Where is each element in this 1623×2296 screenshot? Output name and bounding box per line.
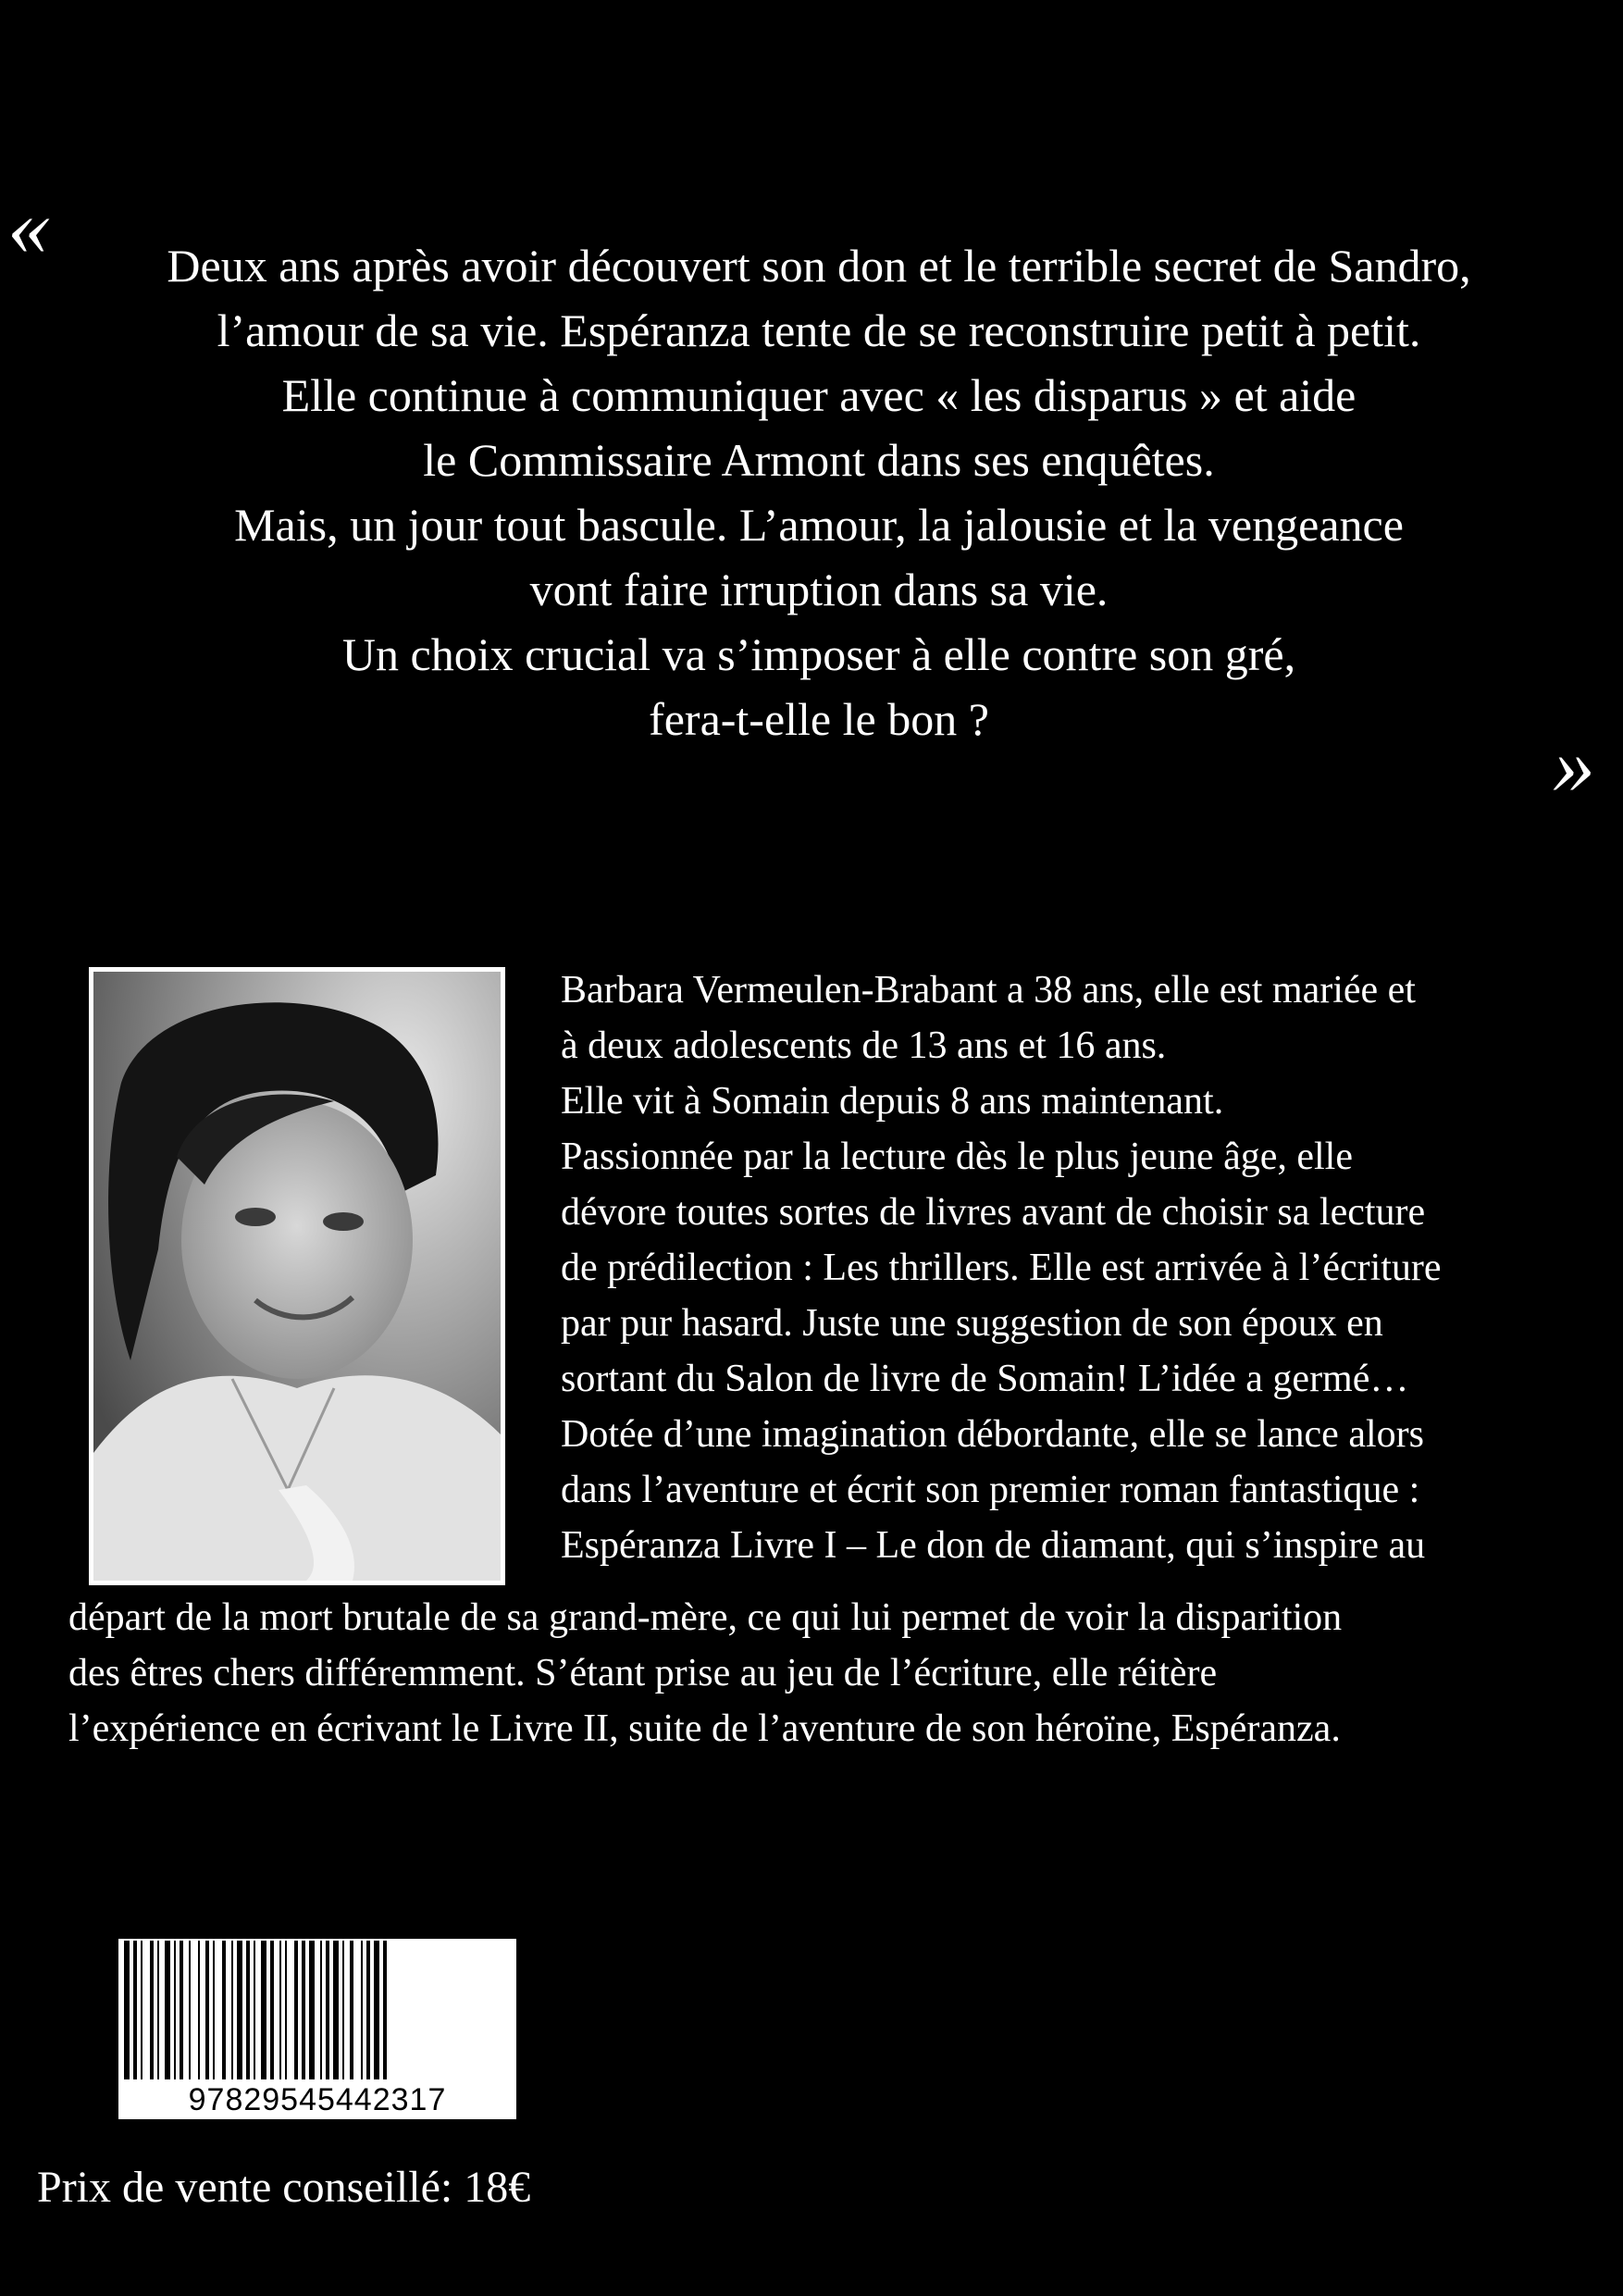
barcode-bar xyxy=(383,1941,387,2079)
barcode-bar xyxy=(205,1941,209,2079)
back-cover-blurb xyxy=(37,233,1601,751)
blurb-line: Elle continue à communiquer avec « les disparus » et aide xyxy=(281,369,1357,421)
author-photo xyxy=(89,967,505,1585)
bio-line: de prédilection : Les thrillers. Elle est arrivée à l’écriture xyxy=(561,1247,1442,1289)
isbn-barcode xyxy=(118,1939,516,2119)
bio-line: Espéranza Livre I – Le don de diamant, qui s’inspire au xyxy=(561,1524,1426,1567)
barcode-bar xyxy=(294,1941,298,2079)
blurb-line: Mais, un jour tout bascule. L’amour, la jalousie et la vengeance xyxy=(234,499,1404,551)
barcode-bar xyxy=(222,1941,226,2079)
bio-line: Dotée d’une imagination débordante, elle se lance alors xyxy=(561,1413,1424,1456)
barcode-bar xyxy=(279,1941,281,2079)
barcode-bar xyxy=(309,1941,315,2079)
bio-line: des êtres chers différemment. S’étant prise au jeu de l’écriture, elle réitère xyxy=(68,1652,1218,1694)
bio-line: sortant du Salon de livre de Somain! L’idée a germé… xyxy=(561,1358,1409,1400)
bio-line: départ de la mort brutale de sa grand-mère, ce qui lui permet de voir la disparition xyxy=(68,1596,1343,1639)
blurb-line: Deux ans après avoir découvert son don et le terrible secret de Sandro, xyxy=(167,240,1471,292)
barcode-bar xyxy=(361,1941,363,2079)
blurb-line: l’amour de sa vie. Espéranza tente de se reconstruire petit à petit. xyxy=(217,304,1421,356)
barcode-bar xyxy=(124,1941,130,2079)
bio-line: dévore toutes sortes de livres avant de choisir sa lecture xyxy=(561,1191,1426,1234)
barcode-bar xyxy=(150,1941,154,2079)
barcode-bar xyxy=(374,1941,379,2079)
barcode-bar xyxy=(320,1941,322,2079)
blurb-line: vont faire irruption dans sa vie. xyxy=(529,564,1109,615)
barcode-bar xyxy=(213,1941,215,2079)
barcode-bar xyxy=(133,1941,137,2079)
bio-line: à deux adolescents de 13 ans et 16 ans. xyxy=(561,1024,1167,1067)
barcode-bar xyxy=(198,1941,200,2079)
blurb-line: le Commissaire Armont dans ses enquêtes. xyxy=(423,434,1215,486)
barcode-bar xyxy=(350,1941,353,2079)
bio-line: dans l’aventure et écrit son premier roman fantastique : xyxy=(561,1469,1420,1511)
barcode-bar xyxy=(270,1941,274,2079)
barcode-bar xyxy=(231,1941,233,2079)
bio-line: par pur hasard. Juste une suggestion de son époux en xyxy=(561,1302,1383,1345)
closing-quote-mark: » xyxy=(1553,717,1595,812)
author-bio-beside-photo xyxy=(561,962,1616,1573)
barcode-bar xyxy=(326,1941,329,2079)
barcode-bars xyxy=(118,1939,516,2082)
opening-quote-mark: « xyxy=(7,179,50,273)
barcode-bar xyxy=(333,1941,339,2079)
barcode-bar xyxy=(302,1941,305,2079)
barcode-bar xyxy=(180,1941,183,2079)
barcode-bar xyxy=(174,1941,176,2079)
barcode-bar xyxy=(261,1941,266,2079)
barcode-bar xyxy=(237,1941,242,2079)
barcode-bar xyxy=(189,1941,191,2079)
bio-line: Barbara Vermeulen-Brabant a 38 ans, elle est mariée et xyxy=(561,969,1416,1011)
barcode-bar xyxy=(285,1941,287,2079)
bio-line: Elle vit à Somain depuis 8 ans maintenant. xyxy=(561,1080,1224,1123)
barcode-bar xyxy=(141,1941,142,2079)
barcode-bar xyxy=(366,1941,370,2079)
author-bio-full-width xyxy=(68,1590,1614,1756)
barcode-bar xyxy=(246,1941,250,2079)
author-portrait-illustration xyxy=(93,972,501,1581)
bio-line: l’expérience en écrivant le Livre II, suite de l’aventure de son héroïne, Espéranza. xyxy=(68,1707,1341,1750)
barcode-bar xyxy=(254,1941,255,2079)
barcode-bar xyxy=(342,1941,344,2079)
blurb-line: Un choix crucial va s’imposer à elle contre son gré, xyxy=(341,628,1296,680)
barcode-bar xyxy=(157,1941,159,2079)
barcode-number: 97829545442317 xyxy=(188,2082,447,2117)
barcode-bar xyxy=(165,1941,170,2079)
blurb-line: fera-t-elle le bon ? xyxy=(649,693,989,745)
suggested-price: Prix de vente conseillé: 18€ xyxy=(37,2163,531,2212)
bio-line: Passionnée par la lecture dès le plus jeune âge, elle xyxy=(561,1136,1353,1178)
